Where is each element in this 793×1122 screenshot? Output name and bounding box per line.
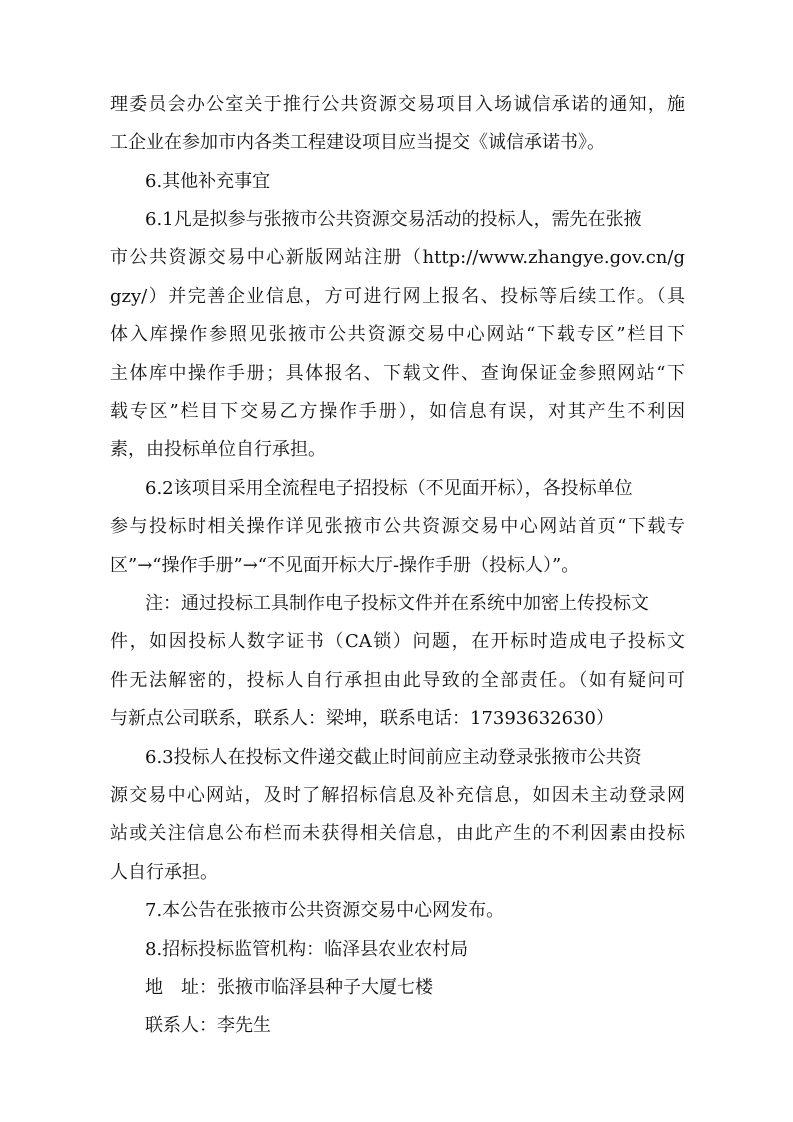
text-line: 件，如因投标人数字证书（CA锁）问题，在开标时造成电子投标文 — [110, 631, 685, 652]
text-line: 载专区”栏目下交易乙方操作手册），如信息有误，对其产生不利因 — [110, 401, 685, 422]
text-line: 参与投标时相关操作详见张掖市公共资源交易中心网站首页“下载专 — [110, 516, 685, 537]
contact-person-line: 联系人：李先生 — [145, 1015, 271, 1036]
text-line: 主体库中操作手册；具体报名、下载文件、查询保证金参照网站“下 — [110, 363, 685, 384]
text-line: gzy/）并完善企业信息，方可进行网上报名、投标等后续工作。（具 — [110, 286, 685, 307]
text-line: 理委员会办公室关于推行公共资源交易项目入场诚信承诺的通知，施 — [110, 94, 685, 115]
text-line: 素，由投标单位自行承担。 — [110, 439, 326, 460]
text-line: 6.1凡是拟参与张掖市公共资源交易活动的投标人，需先在张掖 — [145, 209, 642, 230]
address-line: 地 址：张掖市临泽县种子大厦七楼 — [145, 977, 433, 998]
contact-line: 与新点公司联系，联系人：梁坤，联系电话：17393632630） — [110, 708, 614, 729]
section-heading: 7.本公告在张掖市公共资源交易中心网发布。 — [145, 900, 505, 921]
text-line: 区”→“操作手册”→“不见面开标大厅-操作手册（投标人）”。 — [110, 555, 580, 576]
section-heading: 6.其他补充事宜 — [145, 171, 271, 192]
text-line: 源交易中心网站，及时了解招标信息及补充信息，如因未主动登录网 — [110, 785, 685, 806]
section-heading: 8.招标投标监管机构：临泽县农业农村局 — [145, 939, 469, 960]
note-line: 注：通过投标工具制作电子投标文件并在系统中加密上传投标文 — [145, 593, 649, 614]
text-line: 工企业在参加市内各类工程建设项目应当提交《诚信承诺书》。 — [110, 132, 605, 153]
text-line: 件无法解密的，投标人自行承担由此导致的全部责任。（如有疑问可 — [110, 670, 685, 691]
text-line: 站或关注信息公布栏而未获得相关信息，由此产生的不利因素由投标 — [110, 823, 685, 844]
text-line: 6.3投标人在投标文件递交截止时间前应主动登录张掖市公共资 — [145, 747, 642, 768]
text-line: 体入库操作参照见张掖市公共资源交易中心网站“下载专区”栏目下 — [110, 324, 685, 345]
text-line: 市公共资源交易中心新版网站注册（http://www.zhangye.gov.cn/g — [110, 247, 685, 268]
text-line: 人自行承担。 — [110, 862, 218, 883]
text-line: 6.2该项目采用全流程电子招投标（不见面开标），各投标单位 — [145, 478, 633, 499]
